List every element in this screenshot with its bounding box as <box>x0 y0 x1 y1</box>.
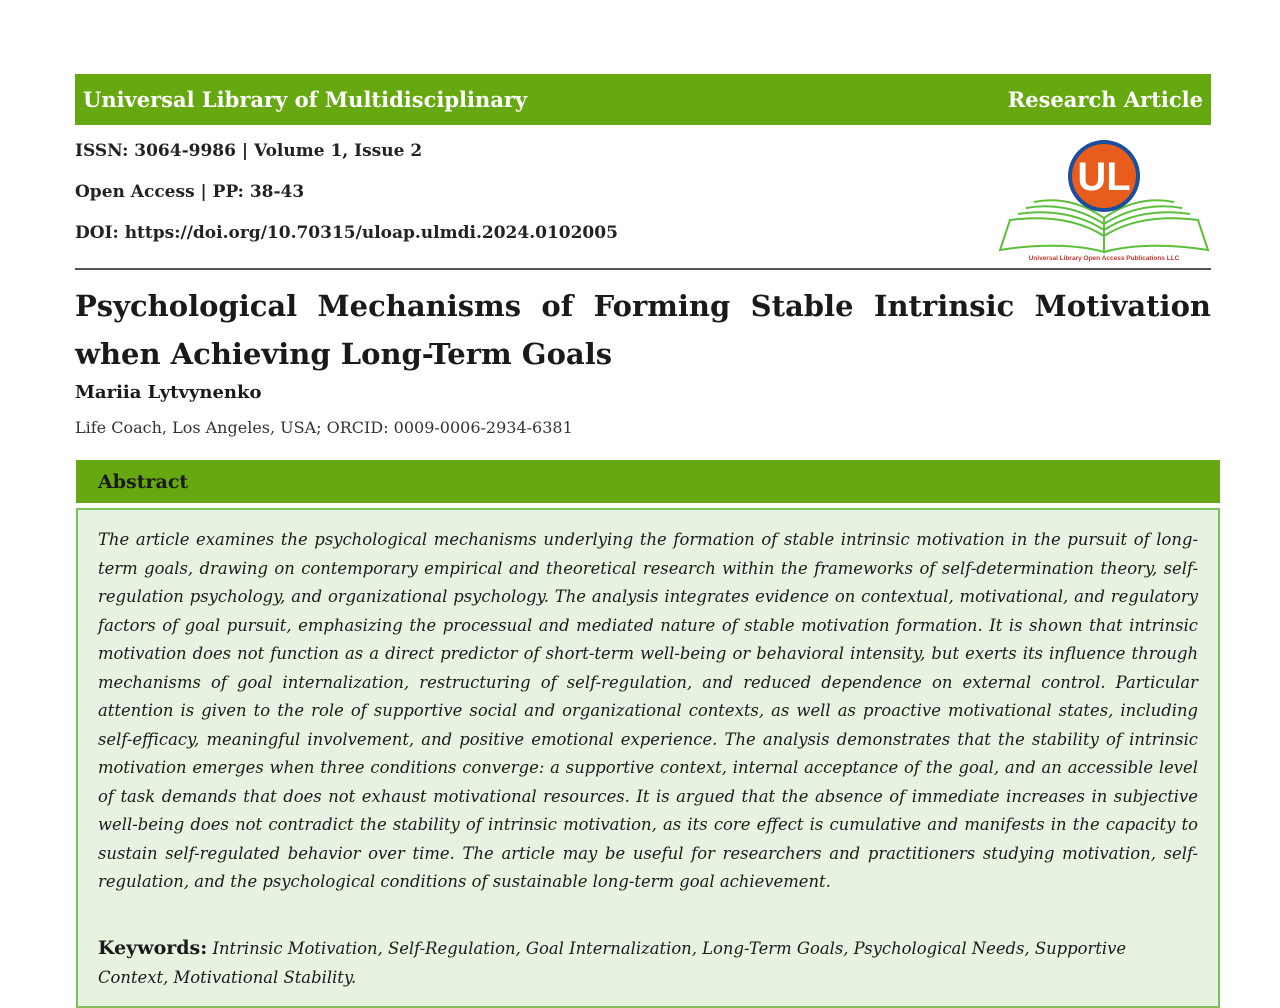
access-line: Open Access | PP: 38-43 <box>75 182 305 202</box>
keywords-label: Keywords: <box>98 937 208 959</box>
author-name: Mariia Lytvynenko <box>75 382 262 403</box>
keywords-line <box>98 934 1198 992</box>
abstract-heading-label: Abstract <box>98 470 189 493</box>
journal-header-bar <box>75 74 1211 125</box>
journal-name: Universal Library of Multidisciplinary <box>83 87 528 112</box>
abstract-text: The article examines the psychological mechanisms underlying the formation of stable intrinsic motivation in the pursuit of long-term goals, drawing on contemporary empirical and theoretical research within the frameworks of self-determination theory, self-regulation psychology, and organizational psychology. The analysis integrates evidence on contextual, motivational, and regulatory factors of goal pursuit, emphasizing the processual and mediated nature of stable motivation formation. It is shown that intrinsic motivation does not function as a direct predictor of short-term well-being or behavioral intensity, but exerts its influence through mechanisms of goal internalization, restructuring of self-regulation, and reduced dependence on external control. Particular attention is given to the role of supportive social and organizational contexts, as well as proactive motivational states, including self-efficacy, meaningful involvement, and positive emotional experience. The analysis demonstrates that the stability of intrinsic motivation emerges when three conditions converge: a supportive context, internal acceptance of the goal, and an accessible level of task demands that does not exhaust motivational resources. It is argued that the absence of immediate increases in subjective well-being does not contradict the stability of intrinsic motivation, as its core effect is cumulative and manifests in the capacity to sustain self-regulated behavior over time. The article may be useful for researchers and practitioners studying motivation, self-regulation, and the psychological conditions of sustainable long-term goal achievement. <box>98 530 1198 891</box>
author-affiliation: Life Coach, Los Angeles, USA; ORCID: 0009-0006-2934-6381 <box>75 418 573 437</box>
issn-line: ISSN: 3064-9986 | Volume 1, Issue 2 <box>75 141 423 161</box>
abstract-heading <box>76 460 1220 503</box>
publisher-logo <box>996 138 1212 263</box>
logo-letters: UL <box>1077 155 1131 199</box>
header-divider <box>75 268 1211 270</box>
keywords-list: Intrinsic Motivation, Self-Regulation, Goal Internalization, Long-Term Goals, Psychological Needs, Supportive Context, Motivational Stability. <box>98 939 1127 987</box>
article-title: Psychological Mechanisms of Forming Stable Intrinsic Motivation when Achieving Long-Term Goals <box>75 289 1211 371</box>
logo-caption: Universal Library Open Access Publications LLC <box>1028 255 1180 262</box>
article-type: Research Article <box>1007 87 1203 112</box>
doi-line[interactable]: DOI: https://doi.org/10.70315/uloap.ulmdi.2024.0102005 <box>75 223 618 243</box>
